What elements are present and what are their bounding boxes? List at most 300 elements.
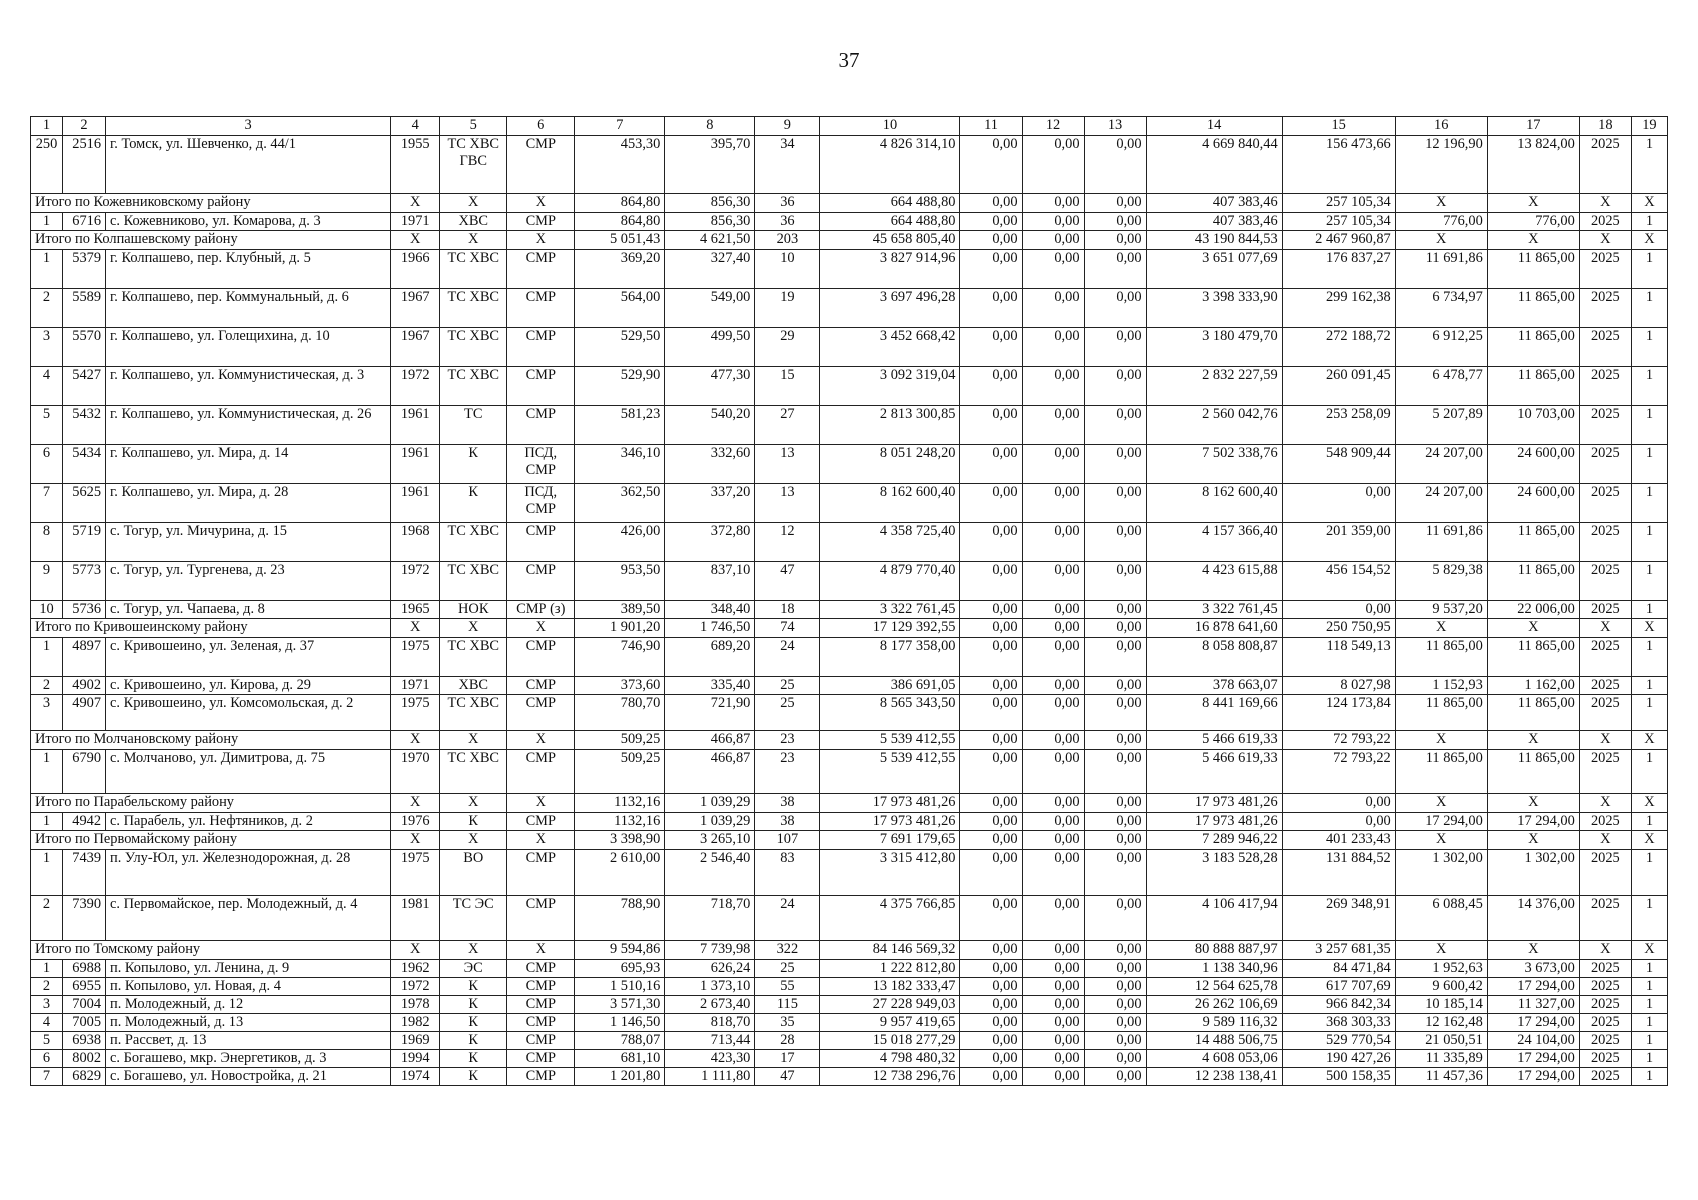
table-cell: 0,00 xyxy=(1282,601,1395,619)
column-number: 17 xyxy=(1487,117,1579,136)
table-row xyxy=(31,406,1668,445)
address-cell: с. Богашево, мкр. Энергетиков, д. 3 xyxy=(106,1050,391,1068)
table-cell: ВО xyxy=(440,850,507,896)
table-cell: СМР xyxy=(507,750,575,794)
table-cell: 4 669 840,44 xyxy=(1146,136,1282,194)
table-cell: 401 233,43 xyxy=(1282,831,1395,850)
table-cell: X xyxy=(440,941,507,960)
address-cell: п. Рассвет, д. 13 xyxy=(106,1032,391,1050)
table-cell: X xyxy=(507,831,575,850)
table-cell: 1 xyxy=(31,813,63,831)
table-cell: 2516 xyxy=(63,136,106,194)
table-cell: СМР xyxy=(507,1050,575,1068)
table-cell: X xyxy=(1395,831,1487,850)
table-cell: X xyxy=(391,831,440,850)
table-cell: 4897 xyxy=(63,638,106,677)
table-row xyxy=(31,136,1668,194)
table-cell: 24 xyxy=(755,896,820,941)
table-cell: 1 146,50 xyxy=(575,1014,665,1032)
district-total-label: Итого по Парабельскому району xyxy=(31,794,391,813)
table-cell: 29 xyxy=(755,328,820,367)
table-cell: X xyxy=(1487,831,1579,850)
table-cell: 4 879 770,40 xyxy=(820,562,960,601)
district-total-row xyxy=(31,194,1668,213)
table-cell: 11 865,00 xyxy=(1487,638,1579,677)
table-cell: 529 770,54 xyxy=(1282,1032,1395,1050)
table-cell: 3 257 681,35 xyxy=(1282,941,1395,960)
table-cell: 15 018 277,29 xyxy=(820,1032,960,1050)
table-cell: 26 262 106,69 xyxy=(1146,996,1282,1014)
table-cell: 6 088,45 xyxy=(1395,896,1487,941)
table-cell: 0,00 xyxy=(1022,1050,1084,1068)
table-cell: 5 539 412,55 xyxy=(820,731,960,750)
table-cell: 407 383,46 xyxy=(1146,213,1282,231)
table-cell: 0,00 xyxy=(1084,328,1146,367)
table-cell: 1 xyxy=(1631,406,1667,445)
table-cell: X xyxy=(1487,231,1579,250)
table-cell: 1967 xyxy=(391,328,440,367)
table-cell: 4 798 480,32 xyxy=(820,1050,960,1068)
table-cell: 327,40 xyxy=(665,250,755,289)
district-total-label: Итого по Томскому району xyxy=(31,941,391,960)
table-cell: 1 xyxy=(1631,328,1667,367)
table-cell: 0,00 xyxy=(1084,941,1146,960)
address-cell: с. Парабель, ул. Нефтяников, д. 2 xyxy=(106,813,391,831)
table-cell: СМР xyxy=(507,1032,575,1050)
table-cell: X xyxy=(1579,941,1631,960)
table-cell: 25 xyxy=(755,695,820,731)
table-cell: СМР xyxy=(507,850,575,896)
column-number: 15 xyxy=(1282,117,1395,136)
table-cell: 2025 xyxy=(1579,695,1631,731)
table-cell: 0,00 xyxy=(1084,231,1146,250)
table-cell: 0,00 xyxy=(960,601,1022,619)
table-cell: 11 865,00 xyxy=(1487,695,1579,731)
table-cell: X xyxy=(1487,941,1579,960)
table-cell: 11 691,86 xyxy=(1395,523,1487,562)
table-cell: 0,00 xyxy=(1084,445,1146,484)
table-cell: 0,00 xyxy=(1084,750,1146,794)
table-cell: 19 xyxy=(755,289,820,328)
table-cell: 10 xyxy=(31,601,63,619)
table-cell: ХВС xyxy=(440,677,507,695)
table-cell: 11 865,00 xyxy=(1487,523,1579,562)
table-cell: 664 488,80 xyxy=(820,213,960,231)
table-cell: СМР xyxy=(507,996,575,1014)
table-cell: ТС ХВС xyxy=(440,289,507,328)
table-cell: 269 348,91 xyxy=(1282,896,1395,941)
table-cell: 1961 xyxy=(391,445,440,484)
table-row xyxy=(31,638,1668,677)
table-row xyxy=(31,850,1668,896)
table-cell: 509,25 xyxy=(575,750,665,794)
table-cell: 1965 xyxy=(391,601,440,619)
table-cell: 0,00 xyxy=(960,562,1022,601)
table-cell: 2025 xyxy=(1579,638,1631,677)
table-cell: 0,00 xyxy=(960,523,1022,562)
table-cell: 0,00 xyxy=(1022,367,1084,406)
table-cell: 0,00 xyxy=(960,194,1022,213)
address-cell: п. Копылово, ул. Ленина, д. 9 xyxy=(106,960,391,978)
table-cell: 2025 xyxy=(1579,1032,1631,1050)
table-cell: X xyxy=(1395,231,1487,250)
table-cell: 0,00 xyxy=(960,896,1022,941)
table-cell: СМР xyxy=(507,136,575,194)
table-cell: 0,00 xyxy=(960,813,1022,831)
column-number: 3 xyxy=(106,117,391,136)
table-cell: 11 865,00 xyxy=(1395,638,1487,677)
table-cell: 0,00 xyxy=(1022,750,1084,794)
table-cell: 17 973 481,26 xyxy=(1146,794,1282,813)
table-cell: 0,00 xyxy=(1022,136,1084,194)
table-cell: 11 457,36 xyxy=(1395,1068,1487,1086)
address-cell: г. Колпашево, пер. Клубный, д. 5 xyxy=(106,250,391,289)
table-cell: X xyxy=(507,619,575,638)
table-cell: 0,00 xyxy=(960,731,1022,750)
table-cell: 0,00 xyxy=(1022,695,1084,731)
table-cell: 13 182 333,47 xyxy=(820,978,960,996)
table-cell: 0,00 xyxy=(960,484,1022,523)
table-cell: 115 xyxy=(755,996,820,1014)
table-cell: 156 473,66 xyxy=(1282,136,1395,194)
table-cell: 190 427,26 xyxy=(1282,1050,1395,1068)
table-cell: 0,00 xyxy=(1084,695,1146,731)
table-cell: 4 157 366,40 xyxy=(1146,523,1282,562)
table-cell: 72 793,22 xyxy=(1282,731,1395,750)
table-cell: 1 xyxy=(1631,850,1667,896)
table-cell: 2025 xyxy=(1579,750,1631,794)
table-cell: 2 673,40 xyxy=(665,996,755,1014)
table-cell: СМР xyxy=(507,896,575,941)
table-cell: 4 608 053,06 xyxy=(1146,1050,1282,1068)
table-cell: 695,93 xyxy=(575,960,665,978)
table-cell: 1 xyxy=(1631,813,1667,831)
table-cell: 23 xyxy=(755,731,820,750)
table-cell: 1 xyxy=(31,960,63,978)
table-cell: 1969 xyxy=(391,1032,440,1050)
table-cell: 1 373,10 xyxy=(665,978,755,996)
column-number: 9 xyxy=(755,117,820,136)
table-cell: 1 xyxy=(1631,960,1667,978)
table-cell: X xyxy=(507,794,575,813)
table-cell: ТС ХВС xyxy=(440,328,507,367)
table-cell: 713,44 xyxy=(665,1032,755,1050)
table-cell: 1 xyxy=(1631,445,1667,484)
table-row xyxy=(31,896,1668,941)
table-cell: 8 162 600,40 xyxy=(820,484,960,523)
table-cell: 335,40 xyxy=(665,677,755,695)
address-cell: с. Молчаново, ул. Димитрова, д. 75 xyxy=(106,750,391,794)
table-cell: 721,90 xyxy=(665,695,755,731)
table-cell: СМР xyxy=(507,813,575,831)
table-cell: 4 358 725,40 xyxy=(820,523,960,562)
table-cell: 9 589 116,32 xyxy=(1146,1014,1282,1032)
district-total-row xyxy=(31,831,1668,850)
table-cell: 17 294,00 xyxy=(1487,1068,1579,1086)
table-cell: К xyxy=(440,978,507,996)
table-cell: 6716 xyxy=(63,213,106,231)
table-cell: 1967 xyxy=(391,289,440,328)
table-cell: 9 594,86 xyxy=(575,941,665,960)
table-cell: X xyxy=(1579,194,1631,213)
table-cell: 3 322 761,45 xyxy=(1146,601,1282,619)
table-cell: 337,20 xyxy=(665,484,755,523)
table-cell: 17 294,00 xyxy=(1395,813,1487,831)
table-cell: 7 xyxy=(31,1068,63,1086)
table-cell: 2 546,40 xyxy=(665,850,755,896)
table-cell: 84 146 569,32 xyxy=(820,941,960,960)
table-cell: 423,30 xyxy=(665,1050,755,1068)
table-cell: 373,60 xyxy=(575,677,665,695)
table-cell: 24 600,00 xyxy=(1487,445,1579,484)
table-cell: 0,00 xyxy=(1022,231,1084,250)
table-cell: 1 xyxy=(1631,289,1667,328)
table-cell: 11 335,89 xyxy=(1395,1050,1487,1068)
table-cell: X xyxy=(507,231,575,250)
table-row xyxy=(31,695,1668,731)
table-cell: 0,00 xyxy=(1084,136,1146,194)
table-cell: 0,00 xyxy=(1022,996,1084,1014)
table-cell: 0,00 xyxy=(1022,289,1084,328)
table-cell: 0,00 xyxy=(1022,831,1084,850)
table-cell: 27 xyxy=(755,406,820,445)
column-number: 8 xyxy=(665,117,755,136)
table-cell: ТС ЭС xyxy=(440,896,507,941)
table-cell: 24 207,00 xyxy=(1395,484,1487,523)
table-cell: 0,00 xyxy=(960,960,1022,978)
address-cell: п. Копылово, ул. Новая, д. 4 xyxy=(106,978,391,996)
table-cell: К xyxy=(440,1068,507,1086)
table-row xyxy=(31,367,1668,406)
table-cell: 23 xyxy=(755,750,820,794)
table-cell: 368 303,33 xyxy=(1282,1014,1395,1032)
table-cell: 1132,16 xyxy=(575,813,665,831)
table-cell: 466,87 xyxy=(665,750,755,794)
table-cell: ПСД, СМР xyxy=(507,484,575,523)
table-cell: СМР xyxy=(507,1068,575,1086)
table-cell: 5773 xyxy=(63,562,106,601)
table-cell: СМР xyxy=(507,978,575,996)
table-cell: X xyxy=(1487,794,1579,813)
table-cell: 0,00 xyxy=(960,850,1022,896)
table-cell: X xyxy=(1631,231,1667,250)
table-cell: 5625 xyxy=(63,484,106,523)
table-cell: 0,00 xyxy=(1084,406,1146,445)
table-cell: 456 154,52 xyxy=(1282,562,1395,601)
table-cell: 5427 xyxy=(63,367,106,406)
table-cell: 17 973 481,26 xyxy=(820,794,960,813)
table-cell: 11 865,00 xyxy=(1487,562,1579,601)
table-cell: 372,80 xyxy=(665,523,755,562)
table-cell: 7 xyxy=(31,484,63,523)
table-cell: X xyxy=(440,831,507,850)
column-number: 5 xyxy=(440,117,507,136)
table-cell: 1972 xyxy=(391,367,440,406)
table-cell: 5736 xyxy=(63,601,106,619)
table-cell: 6988 xyxy=(63,960,106,978)
table-cell: 864,80 xyxy=(575,213,665,231)
table-cell: 499,50 xyxy=(665,328,755,367)
table-cell: 11 865,00 xyxy=(1395,695,1487,731)
table-cell: 2025 xyxy=(1579,562,1631,601)
table-cell: 2025 xyxy=(1579,136,1631,194)
table-cell: 0,00 xyxy=(960,1068,1022,1086)
table-cell: 1962 xyxy=(391,960,440,978)
table-cell: 548 909,44 xyxy=(1282,445,1395,484)
table-cell: 477,30 xyxy=(665,367,755,406)
column-number: 16 xyxy=(1395,117,1487,136)
table-cell: 3 571,30 xyxy=(575,996,665,1014)
table-cell: СМР xyxy=(507,406,575,445)
column-number: 2 xyxy=(63,117,106,136)
table-cell: 4 375 766,85 xyxy=(820,896,960,941)
table-cell: 0,00 xyxy=(1022,638,1084,677)
table-cell: СМР (з) xyxy=(507,601,575,619)
table-cell: 0,00 xyxy=(1022,406,1084,445)
table-cell: 509,25 xyxy=(575,731,665,750)
table-cell: 1 111,80 xyxy=(665,1068,755,1086)
table-cell: X xyxy=(391,731,440,750)
table-cell: 2025 xyxy=(1579,601,1631,619)
table-cell: 2025 xyxy=(1579,813,1631,831)
table-cell: 3 827 914,96 xyxy=(820,250,960,289)
table-cell: 25 xyxy=(755,960,820,978)
table-cell: 1975 xyxy=(391,850,440,896)
table-cell: 1 xyxy=(1631,750,1667,794)
table-cell: 0,00 xyxy=(1084,1014,1146,1032)
table-cell: 7439 xyxy=(63,850,106,896)
table-cell: 2025 xyxy=(1579,996,1631,1014)
table-cell: 9 537,20 xyxy=(1395,601,1487,619)
district-total-label: Итого по Молчановскому району xyxy=(31,731,391,750)
table-cell: 17 xyxy=(755,1050,820,1068)
table-row xyxy=(31,677,1668,695)
table-cell: 3 xyxy=(31,695,63,731)
table-cell: 272 188,72 xyxy=(1282,328,1395,367)
table-cell: 1 201,80 xyxy=(575,1068,665,1086)
table-cell: 837,10 xyxy=(665,562,755,601)
table-row xyxy=(31,813,1668,831)
table-cell: 1 xyxy=(31,638,63,677)
table-cell: 15 xyxy=(755,367,820,406)
address-cell: г. Колпашево, ул. Мира, д. 14 xyxy=(106,445,391,484)
table-cell: 250 xyxy=(31,136,63,194)
table-cell: 0,00 xyxy=(1084,996,1146,1014)
table-cell: 746,90 xyxy=(575,638,665,677)
table-cell: X xyxy=(391,794,440,813)
table-cell: X xyxy=(1631,794,1667,813)
table-cell: К xyxy=(440,484,507,523)
table-cell: 3 183 528,28 xyxy=(1146,850,1282,896)
table-cell: 0,00 xyxy=(1084,978,1146,996)
table-cell: 0,00 xyxy=(1084,601,1146,619)
table-cell: 0,00 xyxy=(1084,250,1146,289)
table-cell: 5 xyxy=(31,1032,63,1050)
address-cell: г. Колпашево, ул. Коммунистическая, д. 26 xyxy=(106,406,391,445)
table-cell: 953,50 xyxy=(575,562,665,601)
table-cell: 2025 xyxy=(1579,406,1631,445)
table-cell: 74 xyxy=(755,619,820,638)
table-cell: X xyxy=(1579,731,1631,750)
column-number: 13 xyxy=(1084,117,1146,136)
address-cell: с. Тогур, ул. Тургенева, д. 23 xyxy=(106,562,391,601)
table-cell: 0,00 xyxy=(960,1050,1022,1068)
table-cell: 1 xyxy=(1631,601,1667,619)
table-cell: 2025 xyxy=(1579,250,1631,289)
table-cell: 83 xyxy=(755,850,820,896)
table-cell: 1 xyxy=(1631,523,1667,562)
table-cell: 5434 xyxy=(63,445,106,484)
column-number: 4 xyxy=(391,117,440,136)
table-cell: 131 884,52 xyxy=(1282,850,1395,896)
table-cell: 27 228 949,03 xyxy=(820,996,960,1014)
column-number: 10 xyxy=(820,117,960,136)
table-cell: 1 510,16 xyxy=(575,978,665,996)
table-cell: 856,30 xyxy=(665,213,755,231)
table-cell: 0,00 xyxy=(1084,523,1146,562)
table-cell: 2025 xyxy=(1579,328,1631,367)
table-cell: 17 973 481,26 xyxy=(820,813,960,831)
table-row xyxy=(31,1050,1668,1068)
table-cell: 5 207,89 xyxy=(1395,406,1487,445)
table-cell: 4 106 417,94 xyxy=(1146,896,1282,941)
table-cell: 0,00 xyxy=(1084,1050,1146,1068)
table-cell: 4902 xyxy=(63,677,106,695)
table-cell: 11 327,00 xyxy=(1487,996,1579,1014)
table-cell: ТС ХВС xyxy=(440,638,507,677)
table-cell: 14 488 506,75 xyxy=(1146,1032,1282,1050)
table-cell: 5432 xyxy=(63,406,106,445)
table-cell: 8 xyxy=(31,523,63,562)
table-cell: 12 162,48 xyxy=(1395,1014,1487,1032)
district-total-row xyxy=(31,619,1668,638)
table-cell: 2 xyxy=(31,289,63,328)
table-cell: 0,00 xyxy=(960,250,1022,289)
table-cell: 5 466 619,33 xyxy=(1146,750,1282,794)
district-total-label: Итого по Кривошеинскому району xyxy=(31,619,391,638)
table-cell: 257 105,34 xyxy=(1282,213,1395,231)
table-cell: СМР xyxy=(507,695,575,731)
table-cell: 11 865,00 xyxy=(1487,328,1579,367)
table-cell: X xyxy=(1579,831,1631,850)
table-cell: X xyxy=(507,194,575,213)
table-cell: 1 138 340,96 xyxy=(1146,960,1282,978)
table-cell: X xyxy=(1631,619,1667,638)
table-cell: 0,00 xyxy=(1022,213,1084,231)
table-cell: 0,00 xyxy=(1084,213,1146,231)
table-cell: 118 549,13 xyxy=(1282,638,1395,677)
table-cell: 8 051 248,20 xyxy=(820,445,960,484)
table-cell: 1966 xyxy=(391,250,440,289)
table-cell: X xyxy=(1395,194,1487,213)
table-cell: 10 185,14 xyxy=(1395,996,1487,1014)
table-cell: 0,00 xyxy=(960,695,1022,731)
table-cell: 55 xyxy=(755,978,820,996)
table-cell: 1972 xyxy=(391,562,440,601)
table-cell: 3 452 668,42 xyxy=(820,328,960,367)
table-cell: 1 222 812,80 xyxy=(820,960,960,978)
district-total-row xyxy=(31,794,1668,813)
table-cell: 776,00 xyxy=(1395,213,1487,231)
table-cell: НОК xyxy=(440,601,507,619)
table-row xyxy=(31,213,1668,231)
address-cell: г. Колпашево, ул. Мира, д. 28 xyxy=(106,484,391,523)
district-total-label: Итого по Первомайскому району xyxy=(31,831,391,850)
table-cell: 1 xyxy=(1631,1032,1667,1050)
table-cell: X xyxy=(440,231,507,250)
table-cell: 253 258,09 xyxy=(1282,406,1395,445)
table-cell: X xyxy=(1395,731,1487,750)
